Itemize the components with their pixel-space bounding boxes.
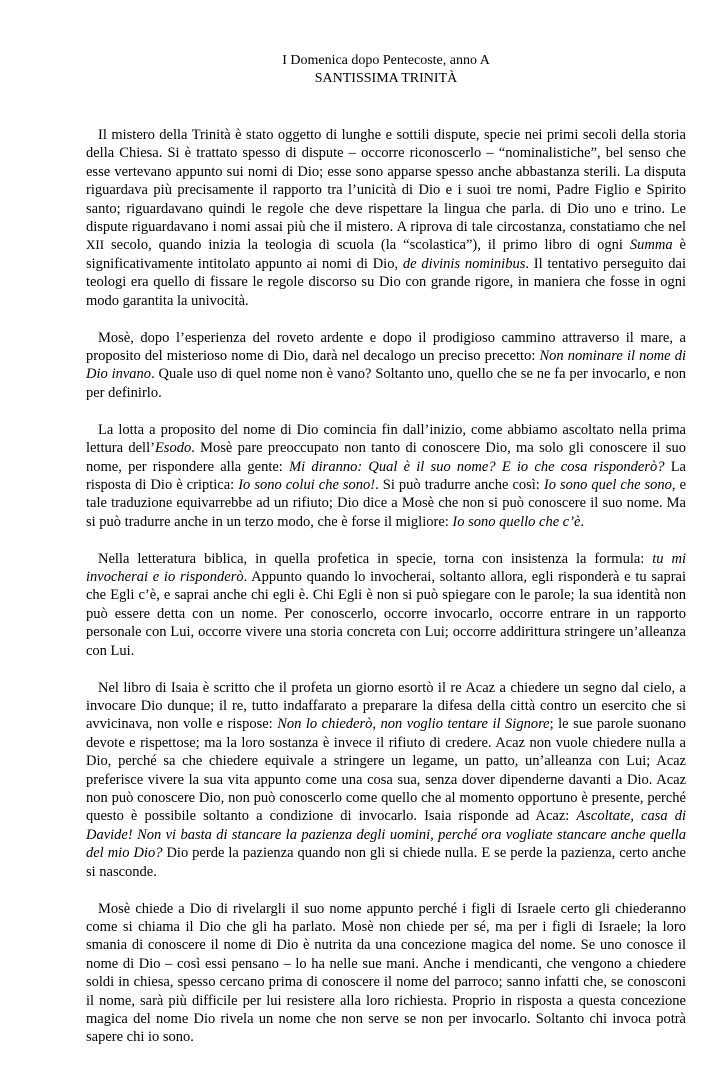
italic-phrase: Ascoltate, casa di Davide! Non vi basta di stancare la pazienza degli uomini, perché ora vogliate stancare anche quella del mio Dio? <box>86 808 686 862</box>
text-run: . Il tentativo perseguito dai teologi era quello di fissare le regole discorso su Dio con grande rigore, in maniera che fosse in ogni modo garantita la univocità. <box>86 255 686 309</box>
text-run: Il mistero della Trinità è stato oggetto di lunghe e sottili dispute, specie nei primi secoli della storia della Chiesa. Si è trattato spesso di dispute – occorre riconoscerlo – “nominalistiche”, bel senso che esse vertevano appunto sui nomi di Dio; esse sono apparse spesso anche abbastanza sterili. La disputa riguardava più precisamente il rapporto tra l’unicità di Dio e i suoi tre nomi, Padre Figlio e Spirito santo; riguardavano quindi le regole che deve rispettare la lingua che parla. di Dio uno e trino. Le dispute riguardavano i nomi assai più che il mistero. A riprova di tale circostanza, constatiamo che nel <box>86 127 686 236</box>
small-caps-numeral: XII <box>86 237 105 253</box>
text-run: Mosè chiede a Dio di rivelargli il suo nome appunto perché i figli di Israele certo gli chiederanno come si chiama il Dio che gli ha parlato. Mosè non chiede per sé, ma per i figli di Israele; la loro smania di conoscere il nome di Dio è nutrita da una concezione magica del nome. Se uno conosce il nome di Dio – così essi pensano – lo ha nelle sue mani. Anche i mendicanti, che vengono a chiedere soldi in chiesa, spesso cercano prima di conoscere il nome del parroco; sanno infatti che, se conosconi il nome, sarà più difficile per lui resistere alla loro richiesta. Proprio in risposta a questa concezione magica del nome Dio rivela un nome che non serve se non per invocarlo. Soltanto chi invoca potrà sapere chi io sono. <box>86 900 686 1046</box>
document-title: SANTISSIMA TRINITÀ <box>314 71 458 86</box>
text-run: è significativamente intitolato appunto ai nomi di Dio, <box>86 237 686 272</box>
italic-phrase: Non lo chiederò, non voglio tentare il Signore <box>277 716 550 733</box>
italic-phrase: tu mi invocherai e io risponderò <box>86 550 686 586</box>
italic-phrase: de divinis nominibus <box>402 255 526 272</box>
text-run: secolo, quando inizia la teologia di scuola (la “scolastica”), il primo libro di ogni <box>104 237 630 254</box>
italic-phrase: Io sono quel che sono <box>543 476 672 493</box>
italic-phrase: Mi diranno: Qual è il suo nome? E io che cosa risponderò? <box>289 458 665 475</box>
text-run: Mosè, dopo l’esperienza del roveto ardente e dopo il prodigioso cammino attraverso il mare, a proposito del misterioso nome di Dio, darà nel decalogo un preciso precetto: <box>86 329 686 364</box>
text-run: . Si può tradurre anche così: <box>375 476 544 493</box>
paragraph <box>86 900 686 1047</box>
paragraph <box>86 550 686 660</box>
paragraph <box>86 679 686 881</box>
italic-phrase: Esodo <box>154 440 192 457</box>
text-run: , e tale traduzione equivarrebbe ad un rifiuto; Dio dice a Mosè che non si può conoscere il suo nome. Ma si può tradurre anche in un terzo modo, che è forse il migliore: <box>86 476 687 530</box>
text-run: . Quale uso di quel nome non è vano? Soltanto uno, quello che se ne fa per invocarlo, e non per definirlo. <box>86 366 686 401</box>
liturgical-date: I Domenica dopo Pentecoste, anno A <box>282 53 490 68</box>
italic-phrase: Io sono colui che sono! <box>238 476 376 493</box>
paragraph <box>86 421 686 531</box>
text-run: . <box>580 513 585 530</box>
italic-phrase: Summa <box>629 237 673 254</box>
text-run: Nel libro di Isaia è scritto che il profeta un giorno esortò il re Acaz a chiedere un segno dal cielo, a invocare Dio dunque; il re, tutto indaffarato a preparare la difesa della città contro un esercito che si avvicinava, non volle e rispose: <box>86 679 686 733</box>
text-run: ; le sue parole suonano devote e rispettose; ma la loro sostanza è invece il rifiuto di credere. Acaz non vuole chiedere nulla a Dio, perché sa che chiedere equivale a stringere un legame, un patto, un’alleanza con Lui; Acaz preferisce vivere la sua vita appunto come una cosa sua, senza dover dipenderne davanti a Dio. Acaz non può conoscere Dio, non può conoscerlo come quello che al momento opportuno è presente, perché questo è possibile soltanto a condizione di invocarlo. Isaia risponde ad Acaz: <box>86 716 686 825</box>
text-run: Nella letteratura biblica, in quella profetica in specie, torna con insistenza la formula: <box>98 550 653 567</box>
paragraph <box>86 126 686 310</box>
paragraph <box>86 329 686 403</box>
text-run: La lotta a proposito del nome di Dio comincia fin dall’inizio, come abbiamo ascoltato nella prima lettura dell’ <box>86 421 686 457</box>
italic-phrase: Io sono quello che c’è <box>452 513 581 530</box>
document-page <box>86 52 686 1065</box>
text-run: La risposta di Dio è criptica: <box>86 458 686 493</box>
text-run: . Appunto quando lo invocherai, soltanto allora, egli risponderà e tu saprai che Egli c’è, e saprai anche chi egli è. Chi Egli è non si può spiegare con le parole; la sua identità non può essere detta con un nome. Per conoscerlo, occorre invocarlo, occorre entrare in un rapporto personale con Lui, occorre vivere una storia concreta con Lui; occorre addirittura stringere un’alleanza con Lui. <box>86 569 686 659</box>
italic-phrase: Non nominare il nome di Dio invano <box>86 347 686 383</box>
text-run: . Mosè pare preoccupato non tanto di conoscere Dio, ma solo gli conoscere il suo nome, per rispondere alla gente: <box>86 440 687 475</box>
document-body <box>86 126 686 1047</box>
text-run: Dio perde la pazienza quando non gli si chiede nulla. E se perde la pazienza, certo anche si nasconde. <box>86 845 686 880</box>
document-header <box>86 52 686 88</box>
